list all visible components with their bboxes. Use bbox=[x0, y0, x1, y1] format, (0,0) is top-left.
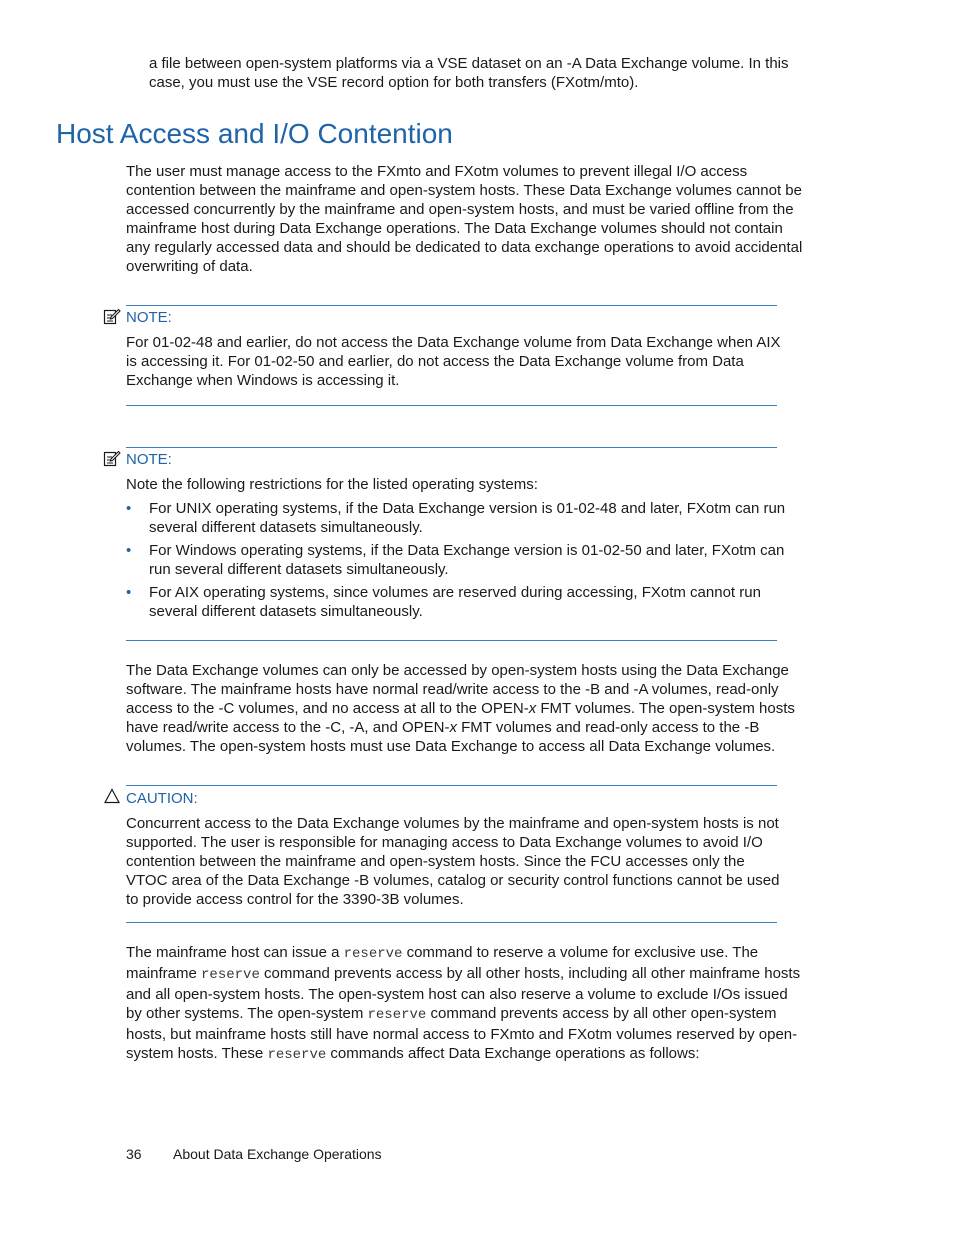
reserve-code: reserve bbox=[343, 946, 403, 962]
note-pencil-icon bbox=[103, 449, 121, 467]
bullet-icon: • bbox=[126, 542, 132, 559]
bullet-icon: • bbox=[126, 584, 132, 601]
section-heading: Host Access and I/O Contention bbox=[56, 118, 453, 149]
list-item: • For UNIX operating systems, if the Data Exchange version is 01-02-48 and later, FXotm can run several different datasets simultaneously. bbox=[126, 500, 786, 536]
caution-label: CAUTION: bbox=[126, 790, 198, 807]
caution-bottom-rule bbox=[126, 922, 777, 923]
list-item: • For Windows operating systems, if the Data Exchange version is 01-02-50 and later, FXotm can run several different datasets simultaneously. bbox=[126, 542, 785, 578]
reserve-code: reserve bbox=[201, 967, 260, 983]
caution-top-rule bbox=[126, 785, 777, 786]
reserve-code: reserve bbox=[267, 1047, 327, 1063]
intro-paragraph: a file between open-system platforms via a VSE dataset on an -A Data Exchange volume. In this case, you must use the VSE record option for both transfers (FXotm/mto). bbox=[149, 55, 789, 91]
note-2-top-rule bbox=[126, 447, 777, 448]
note-1-text: For 01-02-48 and earlier, do not access the Data Exchange volume from Data Exchange when AIX is accessing it. For 01-02-50 and earlier, do not access the Data Exchange volume from Data Exchange when Windows is accessing it. bbox=[126, 334, 781, 389]
note-pencil-icon bbox=[103, 307, 121, 325]
list-item: • For AIX operating systems, since volumes are reserved during accessing, FXotm cannot run several different datasets simultaneously. bbox=[126, 584, 761, 620]
note-2-bottom-rule bbox=[126, 640, 777, 641]
body-paragraph-1: The user must manage access to the FXmto and FXotm volumes to prevent illegal I/O access contention between the mainframe and open-system hosts. These Data Exchange volumes cannot be accessed concurrently by the mainframe and open-system hosts, and must be varied offline from the mainframe host during Data Exchange operations. The Data Exchange volumes should not contain any regularly accessed data and should be dedicated to data exchange operations to avoid accidental overwriting of data. bbox=[126, 163, 803, 275]
note-2-intro: Note the following restrictions for the listed operating systems: bbox=[126, 476, 538, 493]
note-1-label: NOTE: bbox=[126, 309, 172, 326]
note-1-bottom-rule bbox=[126, 405, 777, 406]
page-number: 36 bbox=[126, 1146, 142, 1162]
footer-section-title: About Data Exchange Operations bbox=[173, 1146, 382, 1162]
note-2-label: NOTE: bbox=[126, 451, 172, 468]
bullet-icon: • bbox=[126, 500, 132, 517]
body-paragraph-2: The Data Exchange volumes can only be accessed by open-system hosts using the Data Exchange software. The mainframe hosts have normal read/write access to the -B and -A volumes, read-only access to the -C volumes, and no access at all to the OPEN-x FMT volumes. The open-system hosts have read/write access to the -C, -A, and OPEN-x FMT volumes and read-only access to the -B volumes. The open-system hosts must use Data Exchange to access all Data Exchange volumes. bbox=[126, 662, 795, 755]
caution-text: Concurrent access to the Data Exchange volumes by the mainframe and open-system hosts is not supported. The user is responsible for managing access to Data Exchange volumes to avoid I/O contention between the mainframe and open-system hosts. Since the FCU accesses only the VTOC area of the Data Exchange -B volumes, catalog or security control functions cannot be used to provide access control for the 3390-3B volumes. bbox=[126, 815, 780, 908]
body-paragraph-3: The mainframe host can issue a reserve command to reserve a volume for exclusive use. The mainframe reserve command prevents access by all other hosts, including all other mainframe hosts and all open-system hosts. The open-system host can also reserve a volume to exclude I/Os issued by other systems. The open-system reserve command prevents access by all other open-system hosts, but mainframe hosts still have normal access to FXmto and FXotm volumes reserved by open-system hosts. These reserve commands affect Data Exchange operations as follows: bbox=[126, 944, 801, 1063]
note-2-bullet-list bbox=[126, 499, 786, 625]
note-1-top-rule bbox=[126, 305, 777, 306]
reserve-code: reserve bbox=[367, 1007, 427, 1023]
caution-triangle-icon bbox=[103, 787, 121, 805]
